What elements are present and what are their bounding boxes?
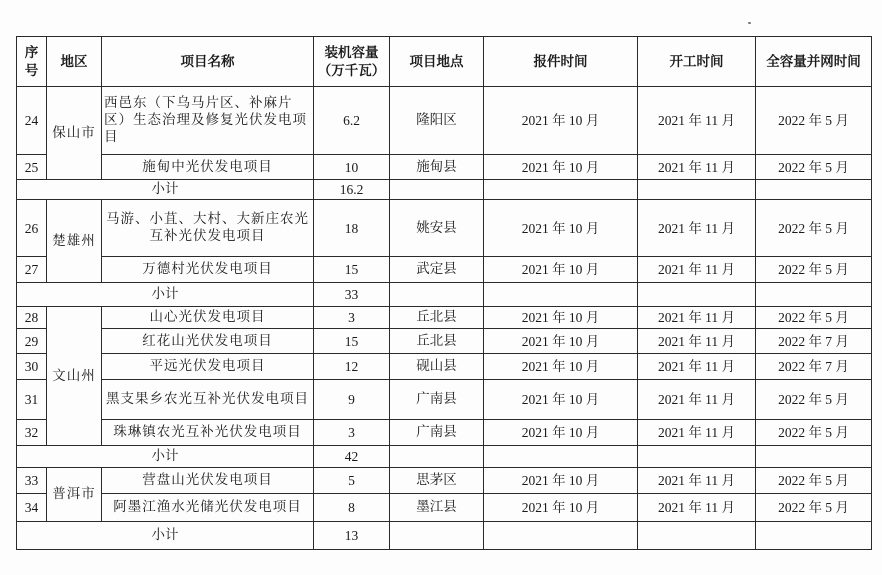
capacity: 5 (314, 468, 390, 494)
location: 砚山县 (390, 354, 484, 380)
table-row (17, 307, 872, 329)
grid-time: 2022 年 5 月 (756, 468, 872, 494)
subtotal-row (17, 283, 872, 307)
report-time: 2021 年 10 月 (484, 494, 638, 522)
project-name: 万德村光伏发电项目 (102, 257, 314, 283)
grid-time: 2022 年 5 月 (756, 494, 872, 522)
table-row (17, 420, 872, 446)
capacity: 3 (314, 420, 390, 446)
table-row (17, 468, 872, 494)
row-seq: 24 (17, 87, 47, 155)
location: 武定县 (390, 257, 484, 283)
report-time: 2021 年 10 月 (484, 307, 638, 329)
report-time: 2021 年 10 月 (484, 200, 638, 257)
subtotal-row (17, 446, 872, 468)
start-time: 2021 年 11 月 (638, 380, 756, 420)
row-seq: 25 (17, 155, 47, 180)
report-time: 2021 年 10 月 (484, 468, 638, 494)
table-row (17, 329, 872, 354)
capacity: 12 (314, 354, 390, 380)
start-time: 2021 年 11 月 (638, 155, 756, 180)
project-name: 马游、小苴、大村、大新庄农光互补光伏发电项目 (102, 200, 314, 257)
project-name: 珠琳镇农光互补光伏发电项目 (102, 420, 314, 446)
row-seq: 30 (17, 354, 47, 380)
capacity: 15 (314, 329, 390, 354)
location: 丘北县 (390, 329, 484, 354)
header-region: 地区 (47, 37, 102, 87)
grid-time: 2022 年 5 月 (756, 380, 872, 420)
header-capacity: 装机容量（万千瓦） (314, 37, 390, 87)
subtotal-label: 小计 (17, 283, 314, 307)
capacity: 9 (314, 380, 390, 420)
project-name: 营盘山光伏发电项目 (102, 468, 314, 494)
row-seq: 26 (17, 200, 47, 257)
project-name: 西邑东（下乌马片区、补麻片区）生态治理及修复光伏发电项目 (102, 87, 314, 155)
grid-time: 2022 年 5 月 (756, 87, 872, 155)
start-time: 2021 年 11 月 (638, 87, 756, 155)
table-row (17, 200, 872, 257)
header-grid: 全容量并网时间 (756, 37, 872, 87)
subtotal-capacity: 16.2 (314, 180, 390, 200)
location: 思茅区 (390, 468, 484, 494)
location: 隆阳区 (390, 87, 484, 155)
capacity: 6.2 (314, 87, 390, 155)
grid-time: 2022 年 5 月 (756, 155, 872, 180)
region-cell: 普洱市 (47, 468, 102, 522)
location: 姚安县 (390, 200, 484, 257)
row-seq: 27 (17, 257, 47, 283)
table-row (17, 354, 872, 380)
header-seq: 序号 (17, 37, 47, 87)
report-time: 2021 年 10 月 (484, 87, 638, 155)
location: 墨江县 (390, 494, 484, 522)
grid-time: 2022 年 5 月 (756, 200, 872, 257)
project-name: 山心光伏发电项目 (102, 307, 314, 329)
location: 广南县 (390, 420, 484, 446)
row-seq: 31 (17, 380, 47, 420)
subtotal-label: 小计 (17, 446, 314, 468)
subtotal-row (17, 180, 872, 200)
capacity: 18 (314, 200, 390, 257)
location: 丘北县 (390, 307, 484, 329)
region-cell: 保山市 (47, 87, 102, 180)
grid-time: 2022 年 5 月 (756, 257, 872, 283)
capacity: 10 (314, 155, 390, 180)
report-time: 2021 年 10 月 (484, 329, 638, 354)
report-time: 2021 年 10 月 (484, 155, 638, 180)
capacity: 15 (314, 257, 390, 283)
project-name: 黑支果乡农光互补光伏发电项目 (102, 380, 314, 420)
report-time: 2021 年 10 月 (484, 380, 638, 420)
grid-time: 2022 年 5 月 (756, 420, 872, 446)
row-seq: 29 (17, 329, 47, 354)
grid-time: 2022 年 7 月 (756, 354, 872, 380)
report-time: 2021 年 10 月 (484, 420, 638, 446)
header-project: 项目名称 (102, 37, 314, 87)
row-seq: 32 (17, 420, 47, 446)
subtotal-label: 小计 (17, 180, 314, 200)
subtotal-capacity: 33 (314, 283, 390, 307)
start-time: 2021 年 11 月 (638, 494, 756, 522)
row-seq: 28 (17, 307, 47, 329)
report-time: 2021 年 10 月 (484, 257, 638, 283)
region-cell: 文山州 (47, 307, 102, 446)
header-report: 报件时间 (484, 37, 638, 87)
region-cell: 楚雄州 (47, 200, 102, 283)
row-seq: 33 (17, 468, 47, 494)
grid-time: 2022 年 5 月 (756, 307, 872, 329)
grid-time: 2022 年 7 月 (756, 329, 872, 354)
subtotal-capacity: 13 (314, 522, 390, 550)
start-time: 2021 年 11 月 (638, 200, 756, 257)
table-row (17, 494, 872, 522)
start-time: 2021 年 11 月 (638, 329, 756, 354)
project-name: 红花山光伏发电项目 (102, 329, 314, 354)
project-name: 阿墨江渔水光储光伏发电项目 (102, 494, 314, 522)
table-row (17, 155, 872, 180)
start-time: 2021 年 11 月 (638, 307, 756, 329)
capacity: 3 (314, 307, 390, 329)
header-start: 开工时间 (638, 37, 756, 87)
row-seq: 34 (17, 494, 47, 522)
table-row (17, 257, 872, 283)
project-table (16, 36, 872, 550)
scan-speck (748, 22, 751, 24)
header-row (17, 37, 872, 87)
capacity: 8 (314, 494, 390, 522)
table-row (17, 87, 872, 155)
header-location: 项目地点 (390, 37, 484, 87)
location: 广南县 (390, 380, 484, 420)
start-time: 2021 年 11 月 (638, 354, 756, 380)
start-time: 2021 年 11 月 (638, 468, 756, 494)
project-name: 施甸中光伏发电项目 (102, 155, 314, 180)
subtotal-label: 小计 (17, 522, 314, 550)
start-time: 2021 年 11 月 (638, 257, 756, 283)
report-time: 2021 年 10 月 (484, 354, 638, 380)
location: 施甸县 (390, 155, 484, 180)
table-row (17, 380, 872, 420)
start-time: 2021 年 11 月 (638, 420, 756, 446)
project-name: 平远光伏发电项目 (102, 354, 314, 380)
subtotal-capacity: 42 (314, 446, 390, 468)
subtotal-row (17, 522, 872, 550)
